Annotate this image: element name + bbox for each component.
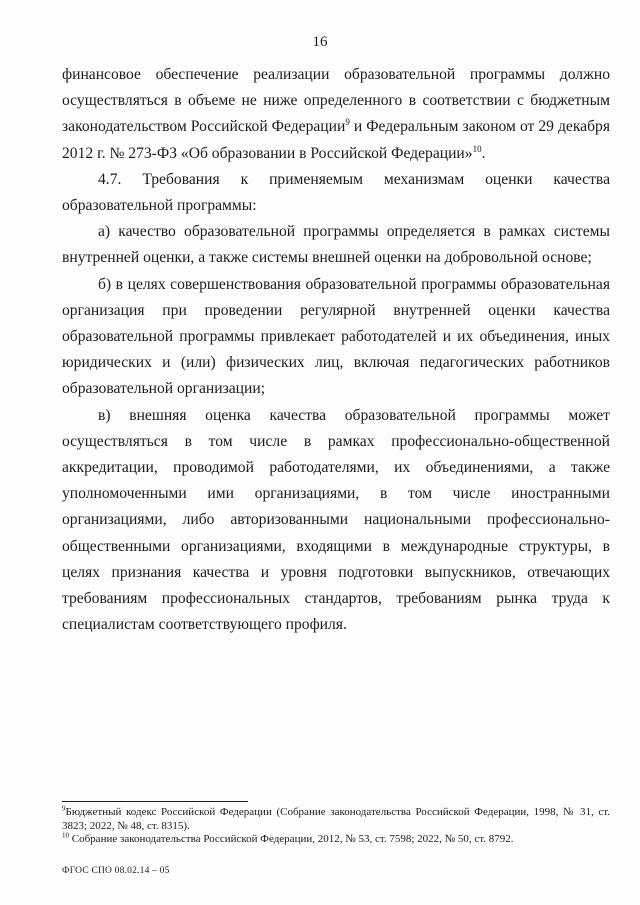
page-number: 16 <box>312 34 328 50</box>
footnote-separator <box>62 801 248 802</box>
text-run: и Федеральным законом от 29 декабря 2012 г. № 273-ФЗ «Об образовании в Российской Федерации» <box>62 118 610 162</box>
text-run: финансовое обеспечение реализации образовательной программы должно осуществляться в объеме не ниже определенного в соответствии с бюджетным законодательством Российской Федерации <box>62 66 610 136</box>
footnote-mark: 10 <box>62 831 69 840</box>
paragraph-item-a <box>62 219 610 271</box>
paragraph-1 <box>62 62 610 167</box>
document-code: ФГОС СПО 08.02.14 – 05 <box>62 866 170 876</box>
footnote-9 <box>62 806 610 833</box>
body-text <box>62 62 610 638</box>
text-run: а) качество образовательной программы определяется в рамках системы внутренней оценки, а также системы внешней оценки на добровольной основе; <box>62 223 610 267</box>
footnotes <box>62 806 610 847</box>
footnote-text: Собрание законодательства Российской Федерации, 2012, № 53, ст. 7598; 2022, № 50, ст. 8792. <box>69 833 514 845</box>
text-run: 4.7. Требования к применяемым механизмам оценки качества образовательной программы: <box>62 170 610 215</box>
text-run: . <box>481 144 486 162</box>
footnote-ref-10[interactable]: 10 <box>472 143 482 154</box>
paragraph-item-v <box>62 403 610 639</box>
footnote-mark: 9 <box>62 804 66 813</box>
text-run: в) внешняя оценка качества образовательной программы может осуществляться в том числе в рамках профессионально-общественной аккредитации, проводимой работодателями, их объединениями, а также уполномоченными ими организациями, в том числе иностранными организациями, либо авторизованными национальными профессионально-общественными организациями, входящими в международные структуры, в целях признания качества и уровня подготовки выпускников, отвечающих требованиям профессиональных стандартов, требованиям рынка труда к специалистам соответствующего профиля. <box>62 406 610 634</box>
footnote-ref-9[interactable]: 9 <box>345 117 350 128</box>
text-run: б) в целях совершенствования образовательной программы образовательная организация при проведении регулярной внутренней оценки качества образовательной программы привлекает работодателей и их объединения, иных юридических и (или) физических лиц, включая педагогических работников образовательной организации; <box>62 275 610 398</box>
paragraph-section-4-7 <box>62 167 610 219</box>
footnote-10 <box>62 833 610 847</box>
footnote-text: Бюджетный кодекс Российской Федерации (Собрание законодательства Российской Федерации, 1998, № 31, ст. 3823; 2022, № 48, ст. 8315). <box>62 806 610 832</box>
paragraph-item-b <box>62 272 610 403</box>
